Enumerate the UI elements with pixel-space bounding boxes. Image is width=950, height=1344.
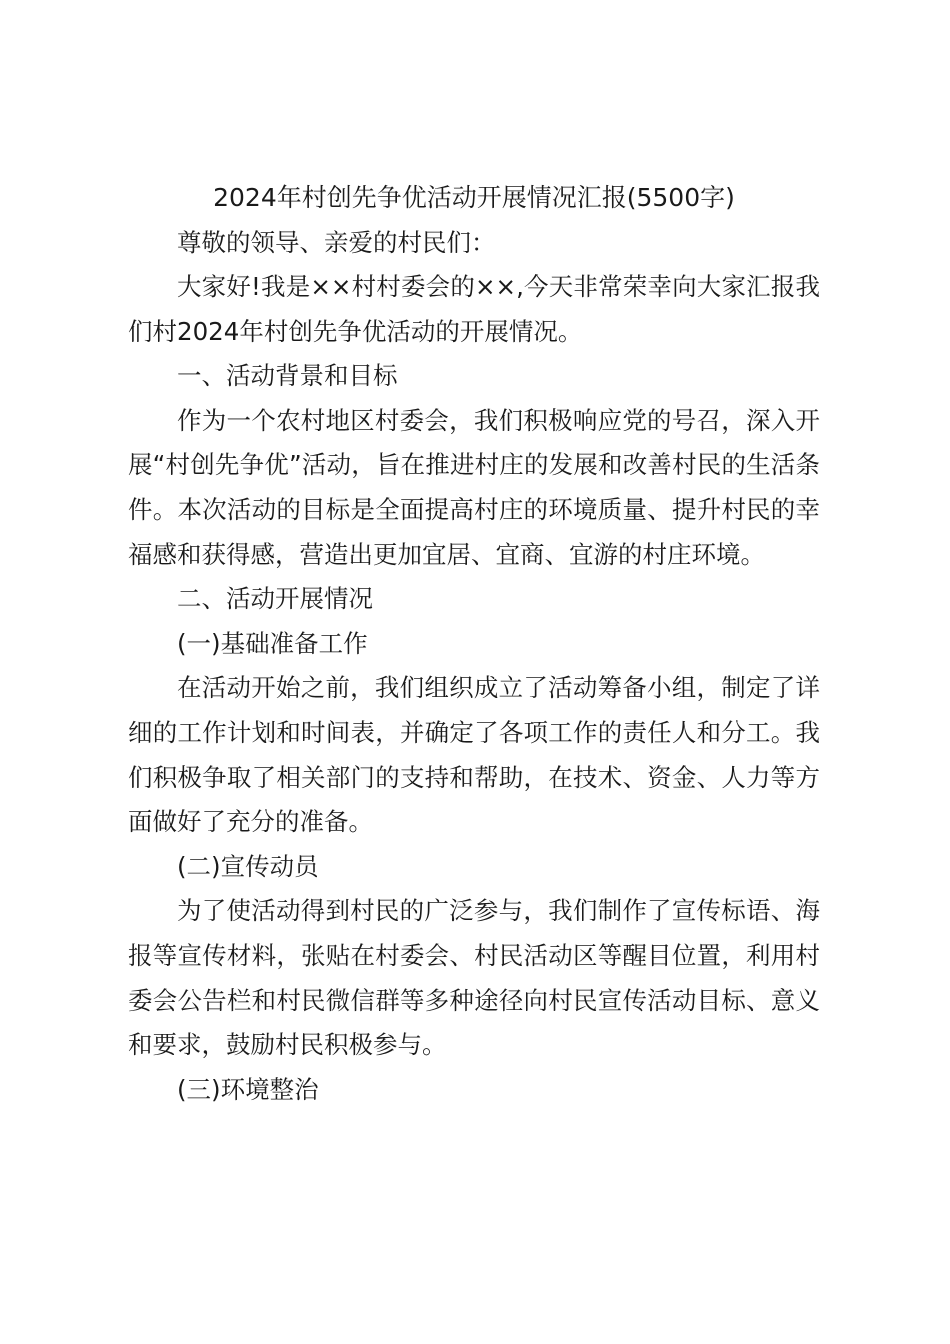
subsection-1-paragraph: 在活动开始之前，我们组织成立了活动筹备小组，制定了详细的工作计划和时间表，并确定了各项工作的责任人和分工。我们积极争取了相关部门的支持和帮助，在技术、资金、人力等方面做好了充分的准备。 (128, 673, 820, 837)
section-2-heading: 二、活动开展情况 (177, 584, 373, 614)
subsection-2-heading: (二)宣传动员 (177, 851, 319, 881)
section-1-heading: 一、活动背景和目标 (177, 361, 398, 391)
greeting: 尊敬的领导、亲爱的村民们： (177, 227, 496, 257)
section-1-paragraph: 作为一个农村地区村委会，我们积极响应党的号召，深入开展“村创先争优”活动，旨在推进村庄的发展和改善村民的生活条件。本次活动的目标是全面提高村庄的环境质量、提升村民的幸福感和获得感，营造出更加宜居、宜商、宜游的村庄环境。 (128, 405, 820, 569)
intro-paragraph: 大家好!我是××村村委会的××,今天非常荣幸向大家汇报我们村2024年村创先争优活动的开展情况。 (128, 272, 820, 346)
subsection-3-heading: (三)环境整治 (177, 1074, 319, 1104)
document-title: 2024年村创先争优活动开展情况汇报(5500字) (213, 183, 735, 212)
subsection-1-heading: (一)基础准备工作 (177, 628, 368, 658)
subsection-2-paragraph: 为了使活动得到村民的广泛参与，我们制作了宣传标语、海报等宣传材料，张贴在村委会、村民活动区等醒目位置，利用村委会公告栏和村民微信群等多种途径向村民宣传活动目标、意义和要求，鼓励村民积极参与。 (128, 896, 820, 1060)
document-body (128, 176, 820, 1112)
